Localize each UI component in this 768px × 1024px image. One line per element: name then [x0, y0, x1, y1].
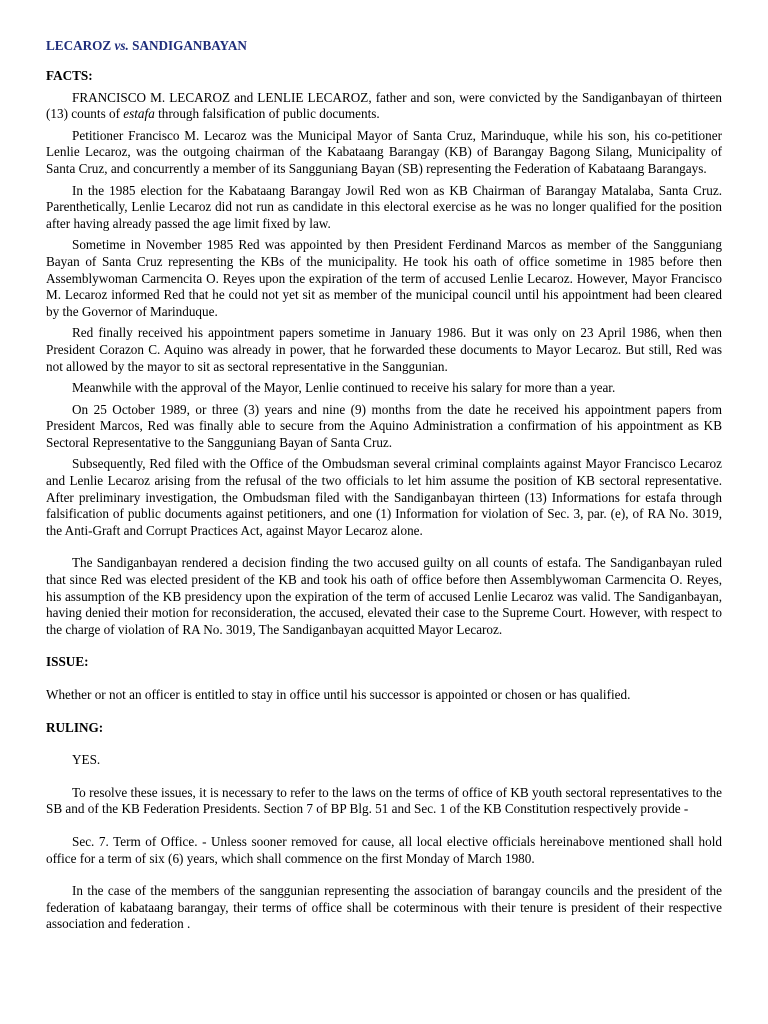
facts-paragraph-5: Red finally received his appointment papers sometime in January 1986. But it was only on 23 April 1986, when then President Corazon C. Aquino was already in power, that he forwarded these documents to Mayor Lecaroz. But still, Red was not allowed by the mayor to sit as sectoral representative in the Sanggunian.: [46, 325, 722, 374]
ruling-heading: RULING:: [46, 719, 104, 735]
facts-p1-text: FRANCISCO M. LECAROZ and LENLIE LECAROZ, father and son, were convicted by the Sandiganbayan of thirteen (13) counts of: [46, 89, 722, 122]
facts-p1-text-end: through falsification of public documents.: [154, 106, 380, 122]
issue-heading: ISSUE:: [46, 654, 89, 670]
ruling-paragraph-2: Sec. 7. Term of Office. - Unless sooner removed for cause, all local elective officials hereinabove mentioned shall hold office for a term of six (6) years, which shall commence on the first Monday of March 1980.: [46, 833, 722, 866]
document-page: [46, 38, 722, 933]
facts-paragraph-2: Petitioner Francisco M. Lecaroz was the Municipal Mayor of Santa Cruz, Marinduque, while his son, his co-petitioner Lenlie Lecaroz, was the outgoing chairman of the Kabataang Barangay (KB) of Barangay Bagong Silang, Municipality of Santa Cruz, and concurrently a member of its Sangguniang Bayan (SB) representing the Federation of Kabataang Barangays.: [46, 127, 722, 176]
facts-paragraph-1: [46, 90, 722, 123]
title-part2: SANDIGANBAYAN: [128, 38, 247, 53]
ruling-paragraph-1: To resolve these issues, it is necessary to refer to the laws on the terms of office of KB youth sectoral representatives to the SB and of the KB Federation Presidents. Section 7 of BP Blg. 51 and Sec. 1 of the KB Constitution respectively provide -: [46, 784, 722, 817]
facts-paragraph-8: Subsequently, Red filed with the Office of the Ombudsman several criminal complaints against Mayor Francisco Lecaroz and Lenlie Lecaroz arising from the refusal of the two officials to let him assume the position of KB sectoral representative. After preliminary investigation, the Ombudsman filed with the Sandiganbayan thirteen (13) Informations for estafa through falsification of public documents against petitioners, and one (1) Information for violation of Sec. 3, par. (e), of RA No. 3019, the Anti-Graft and Corrupt Practices Act, against Mayor Lecaroz alone.: [46, 456, 722, 538]
ruling-answer: YES.: [72, 752, 101, 768]
issue-text: Whether or not an officer is entitled to stay in office until his successor is appointed or chosen or has qualified.: [46, 687, 631, 702]
facts-paragraph-3: In the 1985 election for the Kabataang Barangay Jowil Red won as KB Chairman of Barangay Matalaba, Santa Cruz. Parenthetically, Lenlie Lecaroz did not run as candidate in this electoral exercise as he was no longer qualified for the position after having already passed the age limit fixed by law.: [46, 182, 722, 231]
facts-p1-emphasis: estafa: [123, 106, 155, 122]
title-vs: vs.: [114, 38, 129, 53]
facts-paragraph-9: The Sandiganbayan rendered a decision finding the two accused guilty on all counts of estafa. The Sandiganbayan ruled that since Red was elected president of the KB and took his oath of office before then Assemblywoman Carmencita O. Reyes, his assumption of the KB presidency upon the expiration of the term of accused Lenlie Lecaroz was valid. The Sandiganbayan, having denied their motion for reconsideration, the accused, elevated their case to the Supreme Court. However, with respect to the charge of violation of RA No. 3019, The Sandiganbayan acquitted Mayor Lecaroz.: [46, 555, 722, 637]
facts-paragraph-4: Sometime in November 1985 Red was appointed by then President Ferdinand Marcos as member of the Sangguniang Bayan of Santa Cruz representing the KBs of the municipality. He took his oath of office sometime in 1985 before then Assemblywoman Carmencita O. Reyes upon the expiration of the term of accused Lenlie Lecaroz. However, Mayor Francisco M. Lecaroz informed Red that he could not yet sit as member of the municipal council until his appointment had been cleared by the Governor of Marinduque.: [46, 237, 722, 319]
case-title: [46, 38, 722, 55]
title-part1: LECAROZ: [46, 38, 115, 53]
facts-heading: FACTS:: [46, 68, 93, 83]
facts-paragraph-7: On 25 October 1989, or three (3) years and nine (9) months from the date he received his appointment papers from President Marcos, Red was finally able to secure from the Aquino Administration a confirmation of his appointment as KB Sectoral Representative to the Sangguniang Bayan of Santa Cruz.: [46, 401, 722, 450]
facts-paragraph-6: Meanwhile with the approval of the Mayor, Lenlie continued to receive his salary for more than a year.: [72, 380, 616, 396]
ruling-paragraph-3: In the case of the members of the sanggunian representing the association of barangay councils and the president of the federation of kabataang barangay, their terms of office shall be coterminous with their tenure is president of their respective association and federation .: [46, 883, 722, 932]
